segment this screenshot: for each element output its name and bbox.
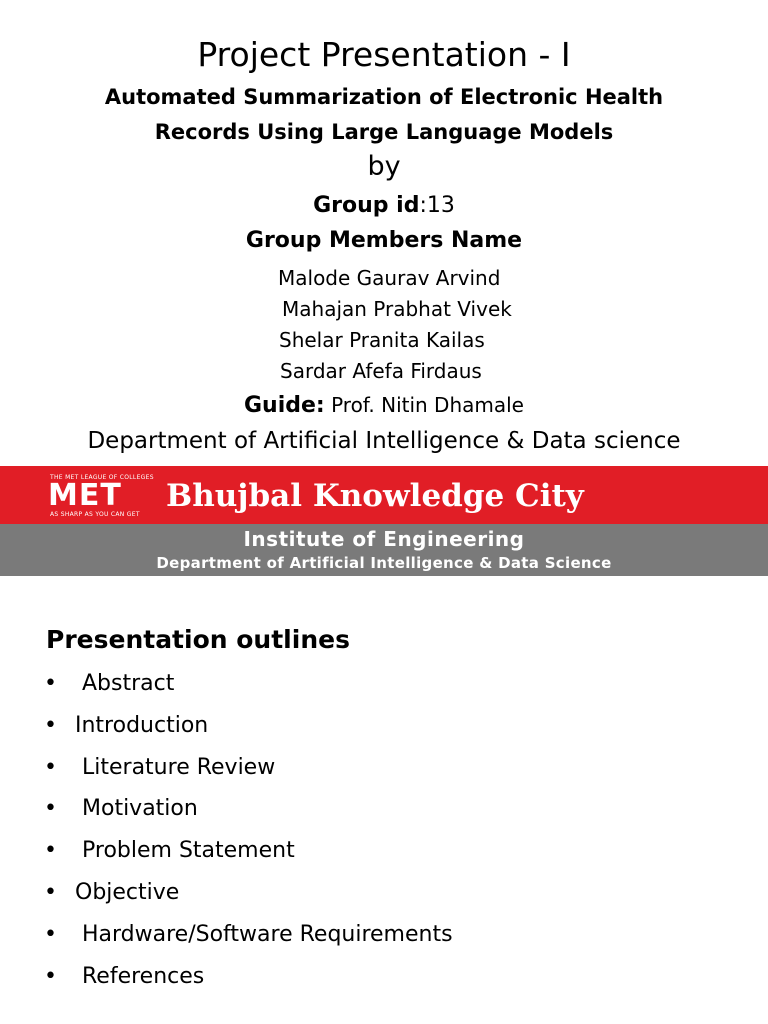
- banner-department: Department of Artificial Intelligence & Data Science: [156, 554, 612, 572]
- met-logo: MET: [48, 478, 122, 513]
- bullet: •: [44, 755, 57, 780]
- outline-item-label: Literature Review: [82, 755, 276, 780]
- outline-item-label: Hardware/Software Requirements: [82, 922, 453, 947]
- bullet: •: [44, 713, 57, 738]
- member-name: Shelar Pranita Kailas: [279, 328, 485, 352]
- outline-item-label: Introduction: [75, 713, 209, 738]
- guide: [0, 390, 768, 421]
- met-logo-tagline-top: THE MET LEAGUE OF COLLEGES: [50, 474, 154, 481]
- outline-item-label: Abstract: [82, 671, 175, 696]
- outline-item-label: Motivation: [82, 796, 198, 821]
- guide-name: Prof. Nitin Dhamale: [324, 393, 524, 417]
- outline-item-label: Objective: [75, 880, 180, 905]
- outline-heading: Presentation outlines: [46, 625, 350, 654]
- bullet: •: [44, 922, 57, 947]
- institute-name: Institute of Engineering: [243, 527, 525, 551]
- bullet: •: [44, 838, 57, 863]
- bullet: •: [44, 964, 57, 989]
- outline-item-label: References: [82, 964, 205, 989]
- group-id: [0, 190, 768, 222]
- group-id-label: Group id: [313, 193, 420, 218]
- project-title-line-1: Automated Summarization of Electronic Health: [104, 85, 664, 109]
- project-title: [0, 80, 768, 150]
- college-banner: [0, 466, 768, 576]
- member-name: Sardar Afefa Firdaus: [280, 359, 482, 383]
- outline-item-label: Problem Statement: [82, 838, 295, 863]
- group-id-value: :13: [419, 193, 455, 218]
- department: Department of Artificial Intelligence & Data science: [87, 428, 681, 454]
- bullet: •: [44, 796, 57, 821]
- group-members-heading: Group Members Name: [245, 228, 523, 253]
- member-name: Malode Gaurav Arvind: [278, 266, 501, 290]
- project-title-line-2: Records Using Large Language Models: [154, 120, 614, 144]
- campus-name: Bhujbal Knowledge City: [166, 478, 584, 514]
- bullet: •: [44, 880, 57, 905]
- met-logo-tagline-bottom: AS SHARP AS YOU CAN GET: [50, 511, 140, 518]
- by-label: by: [367, 151, 401, 182]
- presentation-title: Project Presentation - I: [197, 35, 571, 74]
- bullet: •: [44, 671, 57, 696]
- member-name: Mahajan Prabhat Vivek: [282, 297, 512, 321]
- guide-label: Guide:: [243, 393, 325, 418]
